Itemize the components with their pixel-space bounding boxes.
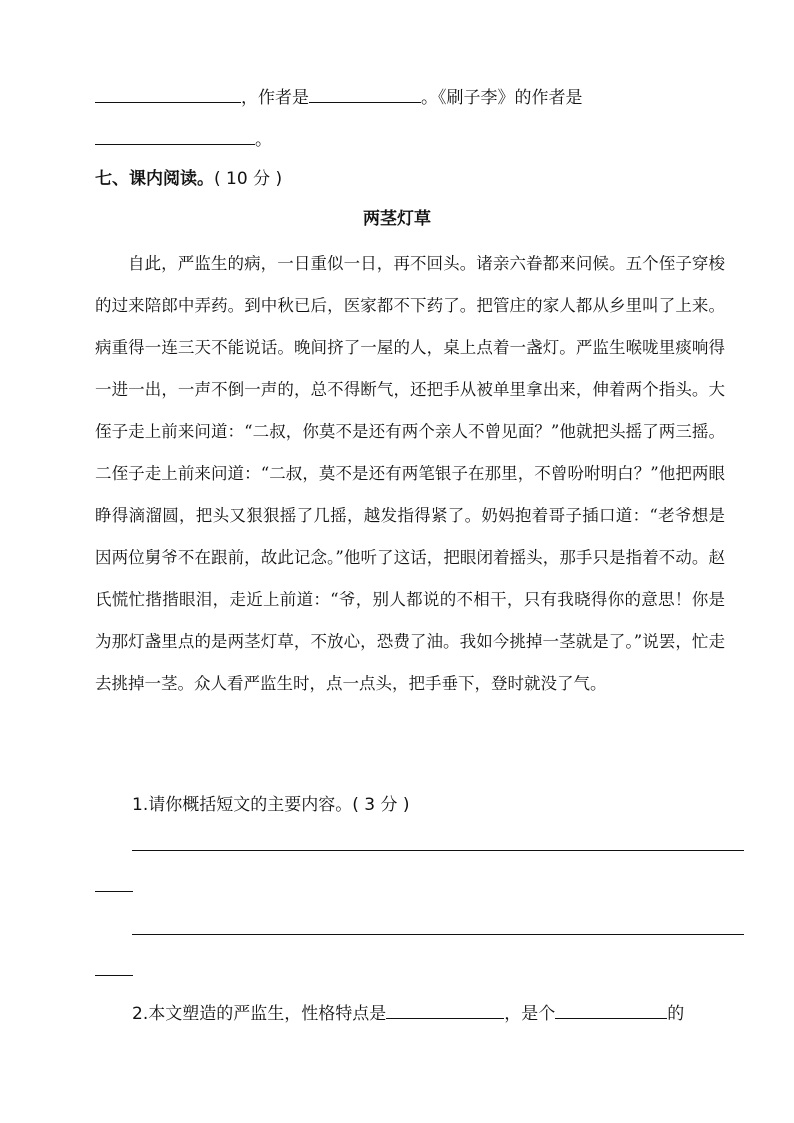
question-1-number: 1.: [132, 795, 149, 815]
question-2: [132, 1002, 684, 1025]
q6-line-1: [95, 86, 583, 109]
question-1: [132, 794, 410, 816]
q6-end-mark: 。: [255, 130, 272, 150]
answer-line-1[interactable]: [132, 850, 744, 851]
answer-blank-type[interactable]: [555, 1002, 667, 1019]
section-7-heading: [95, 168, 282, 190]
answer-blank-author[interactable]: [309, 86, 421, 103]
passage-body: 自此，严监生的病，一日重似一日，再不回头。诸亲六眷都来问候。五个侄子穿梭的过来陪郎中弄药。到中秋已后，医家都不下药了。把管庄的家人都从乡里叫了上来。病重得一连三天不能说话。晚间挤了一屋的人，桌上点着一盏灯。严监生喉咙里痰响得一进一出，一声不倒一声的，总不得断气，还把手从被单里拿出来，伸着两个指头。大侄子走上前来问道：“二叔，你莫不是还有两个亲人不曾见面？”他就把头摇了两三摇。二侄子走上前来问道：“二叔，莫不是还有两笔银子在那里，不曾吩咐明白？”他把两眼睁得滴溜圆，把头又狠狠摇了几摇，越发指得紧了。奶妈抱着哥子插口道：“老爷想是因两位舅爷不在跟前，故此记念。”他听了这话，把眼闭着摇头，那手只是指着不动。赵氏慌忙揩揩眼泪，走近上前道：“爷，别人都说的不相干，只有我晓得你的意思！你是为那灯盏里点的是两茎灯草，不放心，恐费了油。我如今挑掉一茎就是了。”说罢，忙走去挑掉一茎。众人看严监生时，点一点头，把手垂下，登时就没了气。: [95, 254, 725, 693]
question-1-text: 请你概括短文的主要内容。( 3 分 ): [148, 795, 410, 815]
q6-comma-author: ，作者是: [241, 88, 309, 108]
answer-blank-shuazili-author[interactable]: [95, 128, 255, 145]
question-2-text-b: ，是个: [504, 1004, 556, 1024]
reading-passage: [95, 243, 725, 705]
q6-book-author: 。《刷子李》的作者是: [421, 88, 583, 108]
question-2-text-c: 的: [667, 1004, 685, 1024]
answer-line-2-end[interactable]: [95, 975, 133, 976]
passage-title: 两茎灯草: [363, 209, 431, 229]
answer-blank-book[interactable]: [95, 86, 241, 103]
q6-line-2: [95, 128, 272, 151]
answer-blank-trait[interactable]: [386, 1002, 504, 1019]
question-2-text-a: 本文塑造的严监生，性格特点是: [148, 1004, 387, 1024]
answer-line-1-end[interactable]: [95, 891, 133, 892]
answer-line-2[interactable]: [132, 934, 744, 935]
section-7-score: ( 10 分 ): [214, 169, 283, 189]
question-2-number: 2.: [132, 1004, 149, 1024]
section-7-title: 七、课内阅读。: [95, 169, 214, 189]
